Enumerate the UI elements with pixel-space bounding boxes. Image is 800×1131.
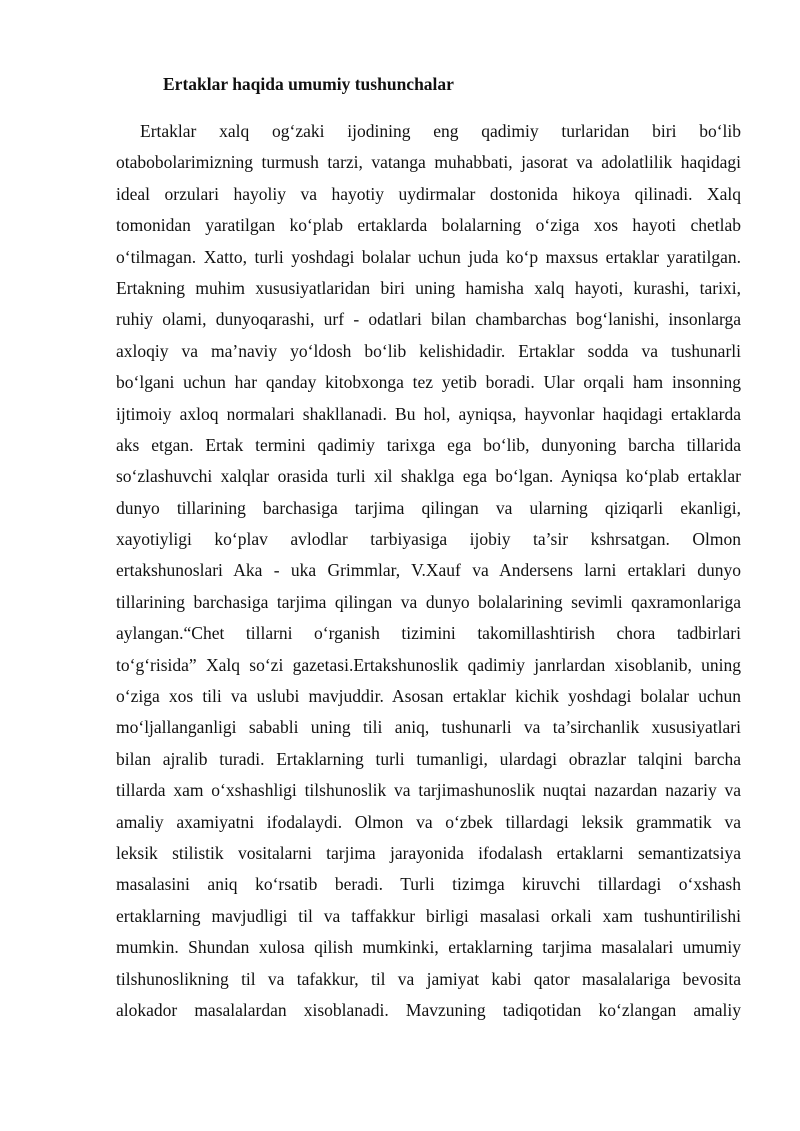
paragraph-line: Ertaklar xalq og‘zaki ijodining eng qadimiy turlaridan biri bo‘lib: [140, 121, 741, 141]
paragraph-line: axloqiy va ma’naviy yo‘ldosh bo‘lib kelishidadir. Ertaklar sodda va tushunarli: [116, 340, 741, 361]
paragraph-line: ideal orzulari hayoliy va hayotiy uydirmalar dostonida hikoya qilinadi. Xalq: [116, 183, 741, 204]
paragraph-line: masalasini aniq ko‘rsatib beradi. Turli tizimga kiruvchi tillardagi o‘xshash: [116, 874, 741, 895]
paragraph-line: bo‘lgani uchun har qanday kitobxonga tez yetib boradi. Ular orqali ham insonning: [116, 372, 741, 393]
paragraph-line: tilshunoslikning til va tafakkur, til va jamiyat kabi qator masalalariga bevosita: [116, 968, 741, 989]
page-title: Ertaklar haqida umumiy tushunchalar: [163, 74, 454, 94]
paragraph-line: o‘ziga xos tili va uslubi mavjuddir. Asosan ertaklar kichik yoshdagi bolalar uchun: [116, 686, 741, 707]
paragraph-line: tillarining barchasiga tarjima qilingan va dunyo bolalarining sevimli qaxramonlariga: [116, 591, 741, 612]
paragraph-line: otabobolarimizning turmush tarzi, vatanga muhabbati, jasorat va adolatlilik haqidagi: [116, 152, 741, 173]
paragraph-line: mo‘ljallanganligi sababli uning tili aniq, tushunarli va ta’sirchanlik xususiyatlari: [116, 717, 741, 738]
paragraph-line: aylangan.“Chet tillarni o‘rganish tizimini takomillashtirish chora tadbirlari: [116, 623, 741, 644]
paragraph-line: aks etgan. Ertak termini qadimiy tarixga ega bo‘lib, dunyoning barcha tillarida: [116, 434, 741, 455]
paragraph-line: ruhiy olami, dunyoqarashi, urf - odatlari bilan chambarchas bog‘lanishi, insonlarga: [116, 309, 741, 330]
paragraph-line: alokador masalalardan xisoblanadi. Mavzuning tadiqotidan ko‘zlangan amaliy: [116, 999, 741, 1020]
paragraph-line: mumkin. Shundan xulosa qilish mumkinki, ertaklarning tarjima masalalari umumiy: [116, 937, 741, 958]
paragraph-line: leksik stilistik vositalarni tarjima jarayonida ifodalash ertaklarni semantizatsiya: [116, 842, 741, 863]
paragraph-line: bilan ajralib turadi. Ertaklarning turli tumanligi, ulardagi obrazlar talqini barcha: [116, 748, 741, 769]
paragraph-line: ijtimoiy axloq normalari shakllanadi. Bu hol, ayniqsa, hayvonlar haqidagi ertaklarda: [116, 403, 741, 424]
paragraph-line: so‘zlashuvchi xalqlar orasida turli xil shaklga ega bo‘lgan. Ayniqsa ko‘plab ertaklar: [116, 466, 741, 487]
paragraph-line: amaliy axamiyatni ifodalaydi. Olmon va o‘zbek tillardagi leksik grammatik va: [116, 811, 741, 832]
paragraph-line: dunyo tillarining barchasiga tarjima qilingan va ularning qiziqarli ekanligi,: [116, 497, 741, 518]
paragraph-line: o‘tilmagan. Xatto, turli yoshdagi bolalar uchun juda ko‘p maxsus ertaklar yaratilgan.: [116, 246, 741, 267]
paragraph-line: ertaklarning mavjudligi til va taffakkur birligi masalasi orkali xam tushuntirilishi: [116, 905, 741, 926]
body-paragraph: [116, 116, 741, 1026]
paragraph-line: tomonidan yaratilgan ko‘plab ertaklarda bolalarning o‘ziga xos hayoti chetlab: [116, 215, 741, 236]
paragraph-line: to‘g‘risida” Xalq so‘zi gazetasi.Ertakshunoslik qadimiy janrlardan xisoblanib, uning: [116, 654, 741, 675]
paragraph-line: ertakshunoslari Aka - uka Grimmlar, V.Xauf va Andersens larni ertaklari dunyo: [116, 560, 741, 581]
paragraph-line: Ertakning muhim xususiyatlaridan biri uning hamisha xalq hayoti, kurashi, tarixi,: [116, 277, 741, 298]
paragraph-line: tillarda xam o‘xshashligi tilshunoslik va tarjimashunoslik nuqtai nazardan nazariy va: [116, 780, 741, 801]
paragraph-line: xayotiyligi ko‘plav avlodlar tarbiyasiga ijobiy ta’sir kshrsatgan. Olmon: [116, 529, 741, 550]
